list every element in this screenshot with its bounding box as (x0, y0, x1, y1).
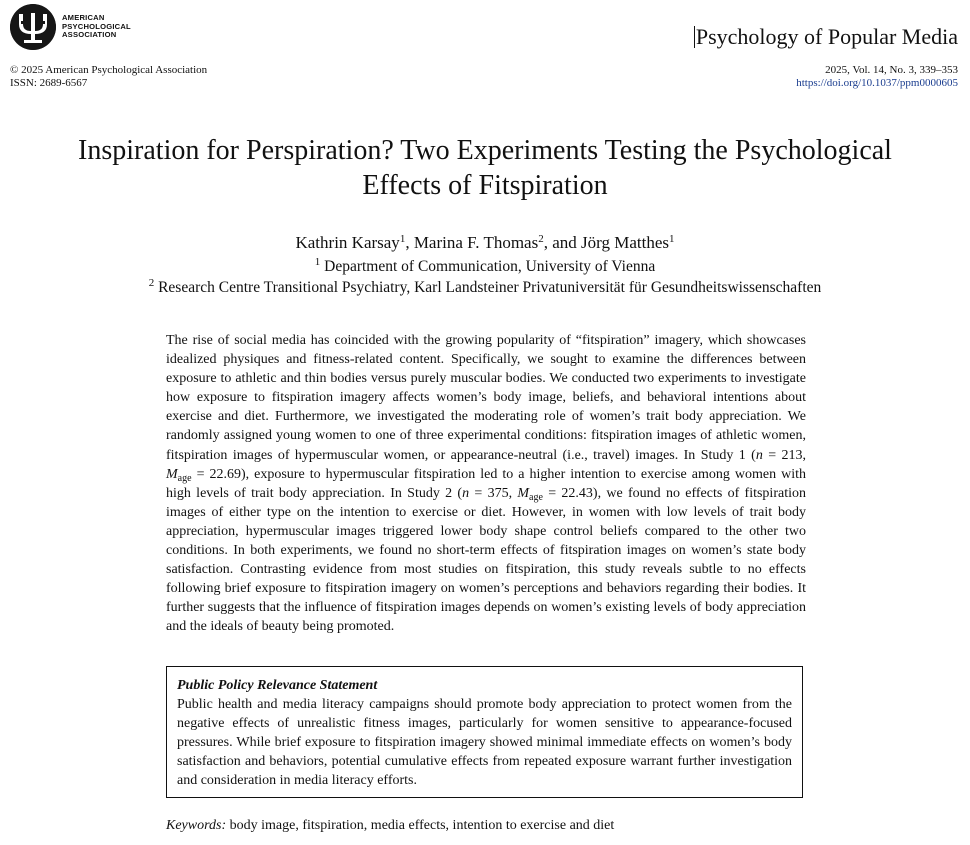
author-list (0, 231, 970, 255)
publisher-name (62, 14, 131, 40)
keywords-label: Keywords: (166, 818, 227, 833)
journal-name: Psychology of Popular Media (695, 24, 958, 49)
author-separator: , and (543, 233, 582, 252)
citation-text: 2025, Vol. 14, No. 3, 339–353 (825, 64, 958, 76)
publisher-name-line: AMERICAN (62, 13, 105, 23)
stat-value: = 375, (469, 485, 518, 501)
author-name: Jörg Matthes (581, 233, 670, 252)
doi-link[interactable]: https://doi.org/10.1037/ppm0000605 (796, 77, 958, 89)
stat-subscript: age (529, 491, 543, 503)
policy-heading: Public Policy Relevance Statement (177, 678, 378, 693)
article-title-line: Effects of Fitspiration (362, 170, 608, 201)
article-title-line: Inspiration for Perspiration? Two Experiments Testing the Psychological (78, 135, 892, 166)
stat-symbol: M (517, 485, 530, 501)
public-policy-statement-box (166, 666, 803, 798)
abstract-text: = 22.43), we found no effects of fitspiration images of either type on the intention to exercise or diet. However, in women with low levels of trait body appreciation, hypermuscular images triggered lower body shape control beliefs compared to the other two conditions. In both experiments, we found no short-term effects of fitspiration images on women’s state body satisfaction. Contrasting evidence from most studies on fitspiration, this study reveals subtle to no effects following brief exposure to fitspiration imagery on women’s perceptions and behaviors regarding their bodies. It further suggests that the influence of fitspiration images depends on women’s existing levels of body appreciation and the ideals of beauty being promoted. (166, 485, 806, 635)
stat-symbol: M (166, 466, 178, 482)
copyright-block (10, 64, 207, 90)
affiliation-number: 2 (148, 277, 155, 289)
stat-subscript: age (177, 472, 192, 484)
author-name: Marina F. Thomas (413, 233, 539, 252)
abstract-text: = 22.69), exposure to hypermuscular fitspiration led to a higher intention to exercise among women with high levels of trait body appreciation. In Study 2 ( (166, 466, 806, 501)
copyright-text: © 2025 American Psychological Association (10, 64, 208, 76)
stat-symbol: n (755, 447, 763, 463)
keywords (166, 816, 614, 835)
text-cursor (694, 26, 695, 48)
keywords-list: body image, fitspiration, media effects, intention to exercise and diet (226, 818, 615, 833)
citation-block (796, 64, 958, 90)
publisher-logo (10, 4, 131, 50)
stat-value: = 213, (762, 447, 807, 463)
author-affiliation-mark: 1 (399, 233, 406, 245)
apa-psi-logo-icon (10, 4, 56, 50)
publisher-name-line: PSYCHOLOGICAL (62, 21, 131, 31)
policy-body: Public health and media literacy campaigns should promote body appreciation to protect women from the negative effects of unrealistic fitness images, particularly for women sensitive to appearance-focused pressures. While brief exposure to fitspiration imagery showed minimal immediate effects on women’s body satisfaction and behaviors, potential cumulative effects from repeated exposure warrant further investigation and consideration in media literacy efforts. (177, 697, 792, 789)
author-separator: , (405, 233, 414, 252)
stat-symbol: n (462, 485, 470, 501)
affiliation (0, 257, 970, 277)
publisher-name-line: ASSOCIATION (62, 30, 117, 40)
author-affiliation-mark: 1 (669, 233, 675, 245)
affiliation (0, 278, 970, 298)
abstract (166, 331, 806, 637)
author-name: Kathrin Karsay (295, 233, 400, 252)
article-title (0, 133, 970, 203)
affiliation-text: Department of Communication, University of Vienna (324, 258, 656, 275)
journal-title (694, 24, 958, 50)
affiliation-number: 1 (314, 256, 321, 268)
issn-text: ISSN: 2689-6567 (10, 77, 88, 89)
abstract-text: The rise of social media has coincided with the growing popularity of “fitspiration” imagery, which showcases idealized physiques and fitness-related content. Specifically, we sought to examine the differences between exposure to athletic and thin bodies versus purely muscular bodies. We conducted two experiments to investigate how exposure to fitspiration imagery affects women’s body image, beliefs, and behavioral intentions about exercise and diet. Furthermore, we investigated the moderating role of women’s trait body appreciation. We randomly assigned young women to one of three experimental conditions: fitspiration images of athletic women, fitspiration images of hypermuscular women, or appearance-neutral (i.e., travel) images. In Study 1 ( (166, 333, 806, 463)
affiliation-text: Research Centre Transitional Psychiatry, Karl Landsteiner Privatuniversität für Gesundheitswissenschaften (158, 279, 822, 296)
author-affiliation-mark: 2 (538, 233, 544, 245)
